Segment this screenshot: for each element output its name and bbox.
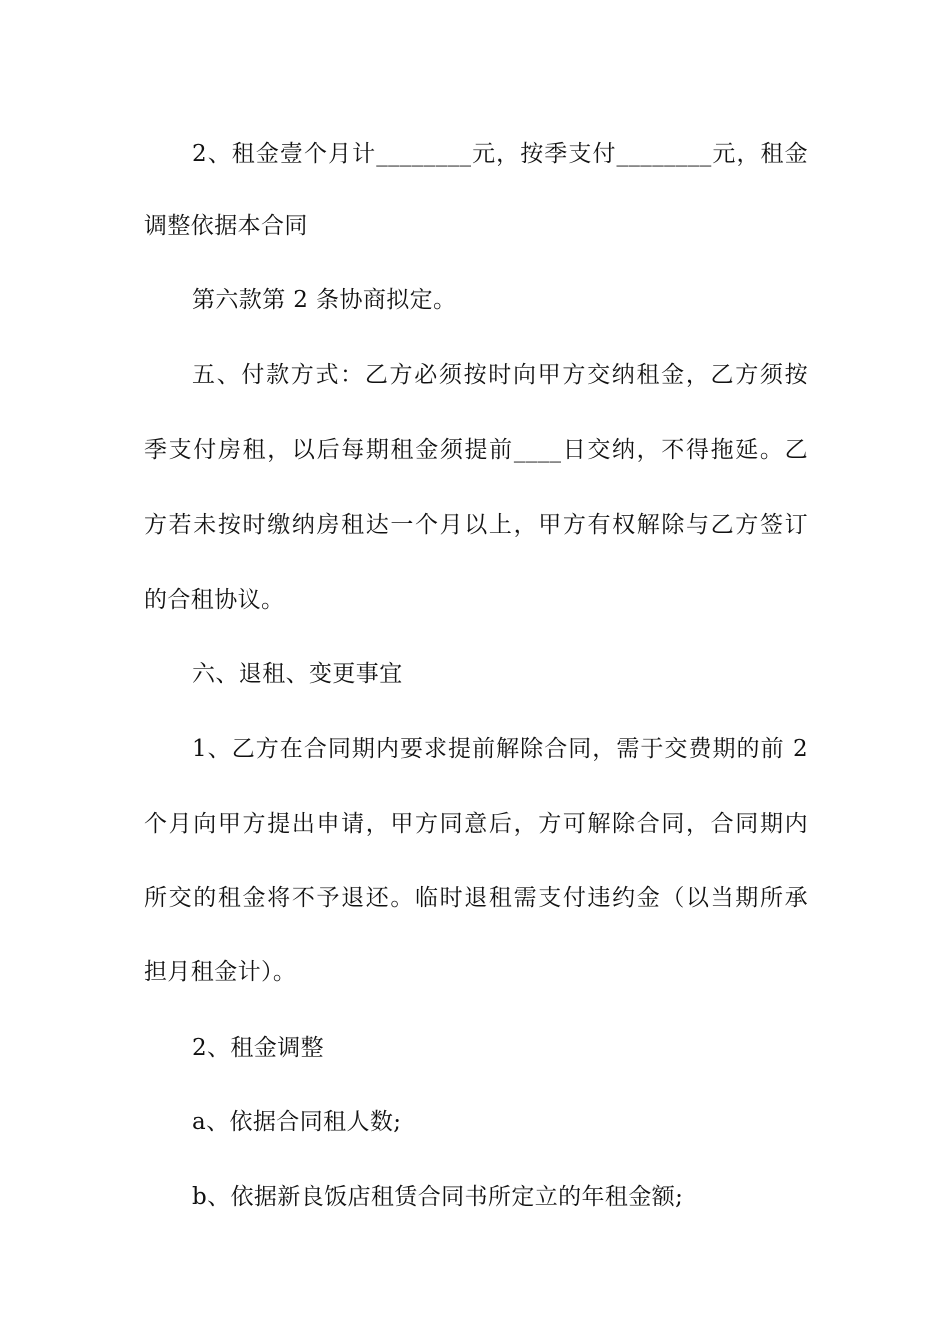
section-six-heading: 六、退租、变更事宜 bbox=[192, 661, 403, 687]
section-five-line-4: 的合租协议。 bbox=[144, 587, 285, 613]
section-five-line-2: 季支付房租，以后每期租金须提前____日交纳，不得拖延。乙 bbox=[144, 437, 808, 463]
paragraph-rent-amount-cont: 调整依据本合同 bbox=[144, 213, 308, 239]
section-five-line-3: 方若未按时缴纳房租达一个月以上，甲方有权解除与乙方签订 bbox=[144, 512, 808, 538]
section-five-payment-method: 五、付款方式：乙方必须按时向甲方交纳租金，乙方须按 bbox=[192, 362, 808, 388]
section-six-item-1-line-2: 个月向甲方提出申请，甲方同意后，方可解除合同，合同期内 bbox=[144, 811, 808, 837]
section-six-item-1: 1、乙方在合同期内要求提前解除合同，需于交费期的前 2 bbox=[192, 736, 808, 762]
section-six-item-2-heading: 2、租金调整 bbox=[192, 1035, 325, 1061]
paragraph-clause-reference: 第六款第 2 条协商拟定。 bbox=[192, 287, 457, 313]
section-six-item-1-line-4: 担月租金计）。 bbox=[144, 959, 297, 985]
section-six-item-1-line-3: 所交的租金将不予退还。临时退租需支付违约金（以当期所承 bbox=[144, 885, 808, 911]
section-six-item-2b: b、依据新良饭店租赁合同书所定立的年租金额; bbox=[192, 1184, 684, 1210]
paragraph-rent-amount-line: 2、租金壹个月计________元，按季支付________元，租金 bbox=[192, 141, 808, 167]
section-six-item-2a: a、依据合同租人数; bbox=[192, 1109, 402, 1135]
